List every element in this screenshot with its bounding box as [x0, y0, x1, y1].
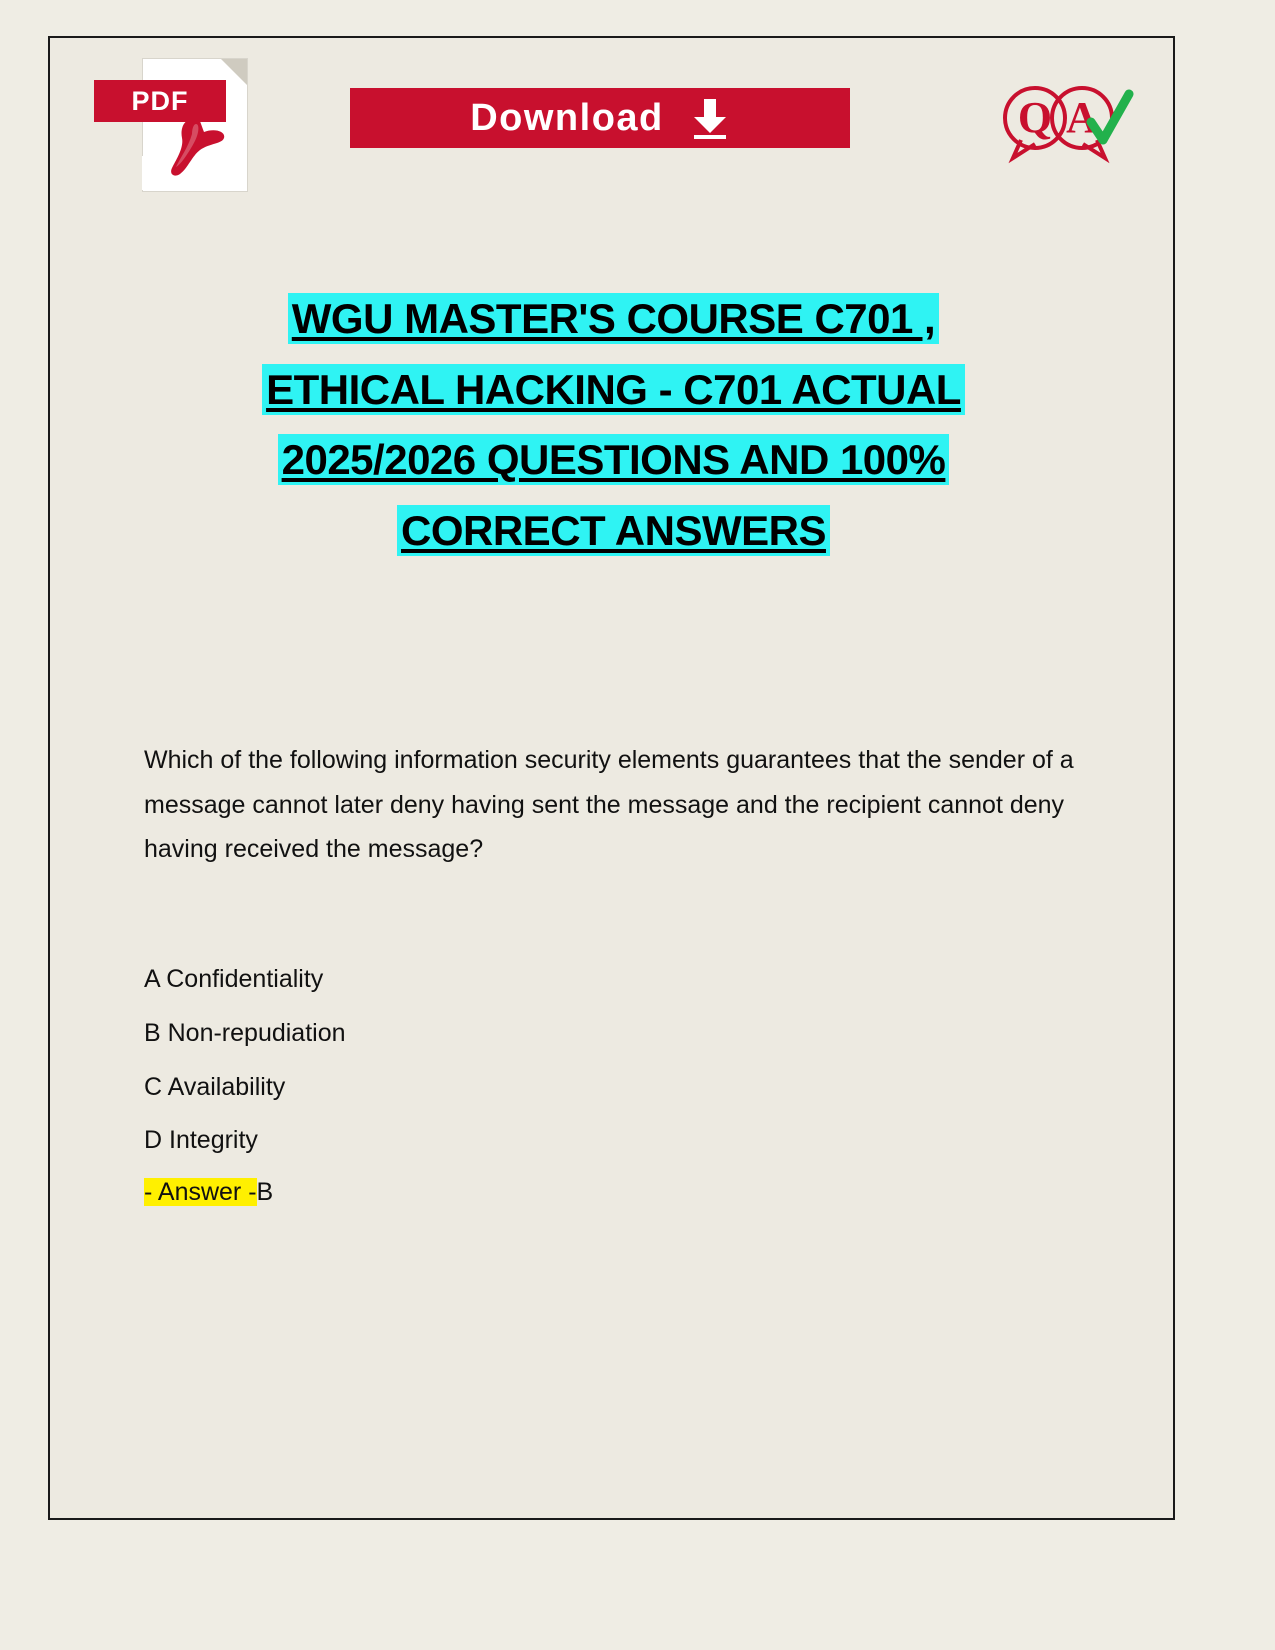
answer-choices [144, 963, 1084, 1207]
title-line-1 [146, 293, 1081, 346]
choice-d: D Integrity [144, 1126, 258, 1155]
acrobat-glyph-icon [166, 114, 228, 180]
download-label: Download [470, 96, 664, 139]
title-line-2-text: ETHICAL HACKING - C701 ACTUAL [262, 364, 965, 415]
title-line-4 [146, 505, 1081, 558]
download-arrow-icon [690, 97, 730, 139]
qa-logo [987, 78, 1137, 168]
choice-a: A Confidentiality [144, 965, 324, 993]
choice-b: B Non-repudiation [144, 1018, 346, 1047]
title-line-3-text: 2025/2026 QUESTIONS AND 100% [278, 434, 950, 485]
document-page [48, 36, 1175, 1520]
page-header [50, 38, 1173, 198]
document-title [146, 293, 1081, 575]
title-line-2 [146, 364, 1081, 417]
download-button[interactable] [350, 88, 850, 148]
answer-line [144, 1178, 1084, 1207]
svg-text:A: A [1066, 93, 1098, 142]
answer-value: B [256, 1178, 274, 1206]
pdf-file-icon [94, 58, 246, 190]
title-line-3 [146, 434, 1081, 487]
answer-prefix: - Answer - [144, 1178, 257, 1206]
title-line-4-text: CORRECT ANSWERS [397, 505, 830, 556]
question-text: Which of the following information security elements guarantees that the sender of a message cannot later deny having sent the message and the recipient cannot deny having received the message? [144, 746, 1074, 863]
pdf-badge-label: PDF [131, 86, 189, 116]
title-line-1-text: WGU MASTER'S COURSE C701 , [288, 293, 939, 344]
svg-text:Q: Q [1017, 93, 1053, 142]
choice-c: C Availability [144, 1072, 286, 1101]
